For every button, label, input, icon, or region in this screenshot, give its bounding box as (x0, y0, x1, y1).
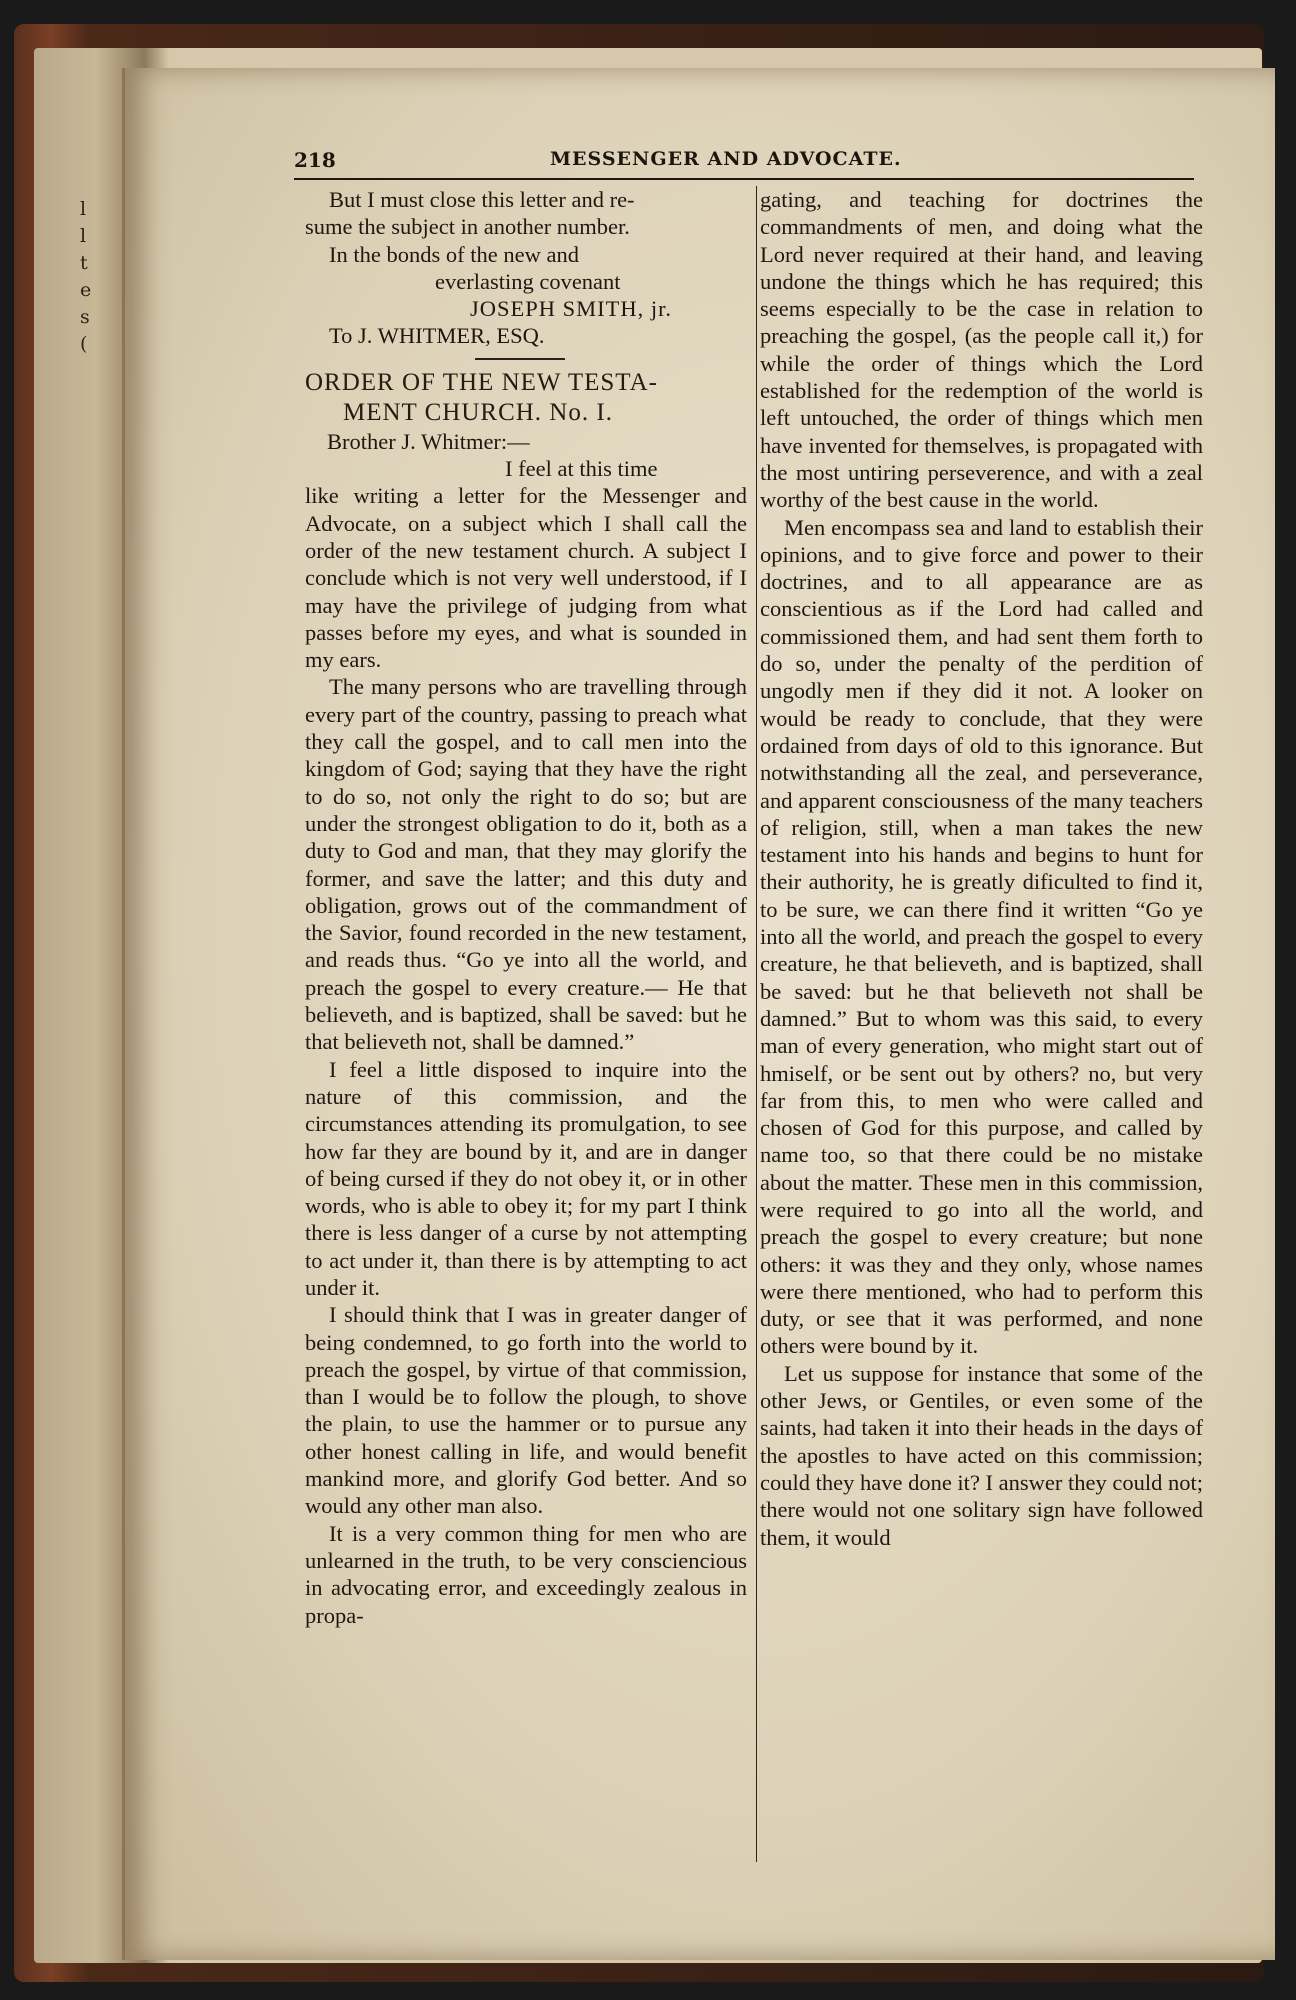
signature-addressee: To J. WHITMER, ESQ. (329, 323, 545, 349)
paragraph: I should think that I was in greater danger of being condemned, to go forth into the world to preach the gospel, by virtue of that commission, than I would be to follow the plough, to shove the plain, to use the hammer or to pursue any other honest calling in life, and would benefit mankind more, and glorify God better. And so would any other man also. (305, 1302, 747, 1519)
salutation: Brother J. Whitmer:— (327, 428, 530, 454)
edge-letter: l (80, 198, 87, 220)
edge-letter: l (80, 225, 87, 247)
paragraph: like writing a letter for the Messenger and Advocate, on a subject which I shall call the order of the new testament church. A subject I conclude which is not very well understood, if I may have the privilege of judging from what passes before my eyes, and what is sounded in my ears. (305, 483, 747, 673)
letter-close-line: But I must close this letter and re- (329, 187, 635, 212)
paragraph: Men encompass sea and land to establish their opinions, and to give force and power to their doctrines, and to all appearance are as conscientious as if the Lord had called and commissioned them, and had sent them forth to do so, under the penalty of the perdition of ungodly men if they did it not. A looker on would be ready to conclude, that they were ordained from days of old to this ignorance. But notwithstanding all the zeal, and perseverance, and apparent consciousness of the many teachers of religion, still, when a man takes the new testament into his hands and begins to hunt for their authority, he is greatly dificulted to find it, to be sure, we can there find it written “Go ye into all the world, and preach the gospel to every creature, he that believeth, and is baptized, shall be saved: but he that believeth not shall be damned.” But to whom was this said, to every man of every generation, who might start out of hmiself, or be sent out by others? no, but very far from this, to men who were called and chosen of God for this purpose, and called by name too, so that there could be no mistake about the matter. These men in this commission, were required to go into all the world, and preach the gospel to every creature; but none others: it was they and they only, whose names were there mentioned, who had to perform this duty, or see that it was performed, and none others were bound by it. (760, 514, 1203, 1359)
edge-letter: s (80, 306, 90, 328)
right-column (760, 186, 1203, 1551)
previous-page-edge-letters (80, 196, 110, 358)
edge-letter: e (80, 279, 92, 301)
signature-line: everlasting covenant (435, 268, 621, 294)
signature-line: In the bonds of the new and (329, 241, 579, 267)
running-head (294, 148, 1194, 180)
paragraph: The many persons who are travelling through every part of the country, passing to preach what they call the gospel, and to call men into the kingdom of God; saying that they have the right to do so, not only the right to do so; but are under the strongest obligation to do it, both as a duty to God and man, that they may glorify the former, and save the latter; and this duty and obligation, grows out of the commandment of the Savior, found recorded in the new testament, and reads thus. “Go ye into all the world, and preach the gospel to every creature.— He that believeth, and is baptized, shall be saved: but he that believeth not, shall be damned.” (305, 674, 747, 1055)
periodical-title: MESSENGER AND ADVOCATE. (550, 148, 902, 170)
article-title: MENT CHURCH. No. I. (343, 398, 613, 426)
edge-letter: ( (80, 333, 88, 355)
column-rule (756, 186, 757, 1862)
paragraph: I feel a little disposed to inquire into the nature of this commission, and the circumstances attending its promulgation, to see how far they are bound by it, and are in danger of being cursed if they do not obey it, or in other words, who is able to obey it; for my part I think there is less danger of a curse by not attempting to act under it, than there is by attempting to act under it. (305, 1056, 747, 1300)
section-divider (475, 358, 565, 360)
paragraph: gating, and teaching for doctrines the commandments of men, and doing what the Lord never required at their hand, and leaving undone the things which he has required; this seems especially to be the case in relation to preaching the gospel, (as the people call it,) for while the order of things which the Lord established for the redemption of the world is left untouched, the order of things which men have invented for themselves, is propagated with the most untiring perseverence, and with a zeal worthy of the best cause in the world. (760, 187, 1203, 513)
page-number: 218 (294, 148, 336, 172)
paragraph: Let us suppose for instance that some of the other Jews, or Gentiles, or even some of the saints, had taken it into their heads in the days of the apostles to have acted on this commission; could they have done it? I answer they could not; there would not one solitary sign have followed them, it would (760, 1360, 1203, 1550)
article-title: ORDER OF THE NEW TESTA- (305, 368, 658, 396)
opening-line: I feel at this time (505, 456, 658, 482)
paragraph: It is a very common thing for men who are unlearned in the truth, to be very consciencious in advocating error, and exceedingly zealous in propa- (305, 1520, 747, 1628)
letter-close-line: sume the subject in another number. (305, 214, 630, 240)
left-column (305, 186, 747, 1629)
edge-letter: t (80, 252, 88, 274)
signature-name: JOSEPH SMITH, jr. (470, 296, 673, 322)
